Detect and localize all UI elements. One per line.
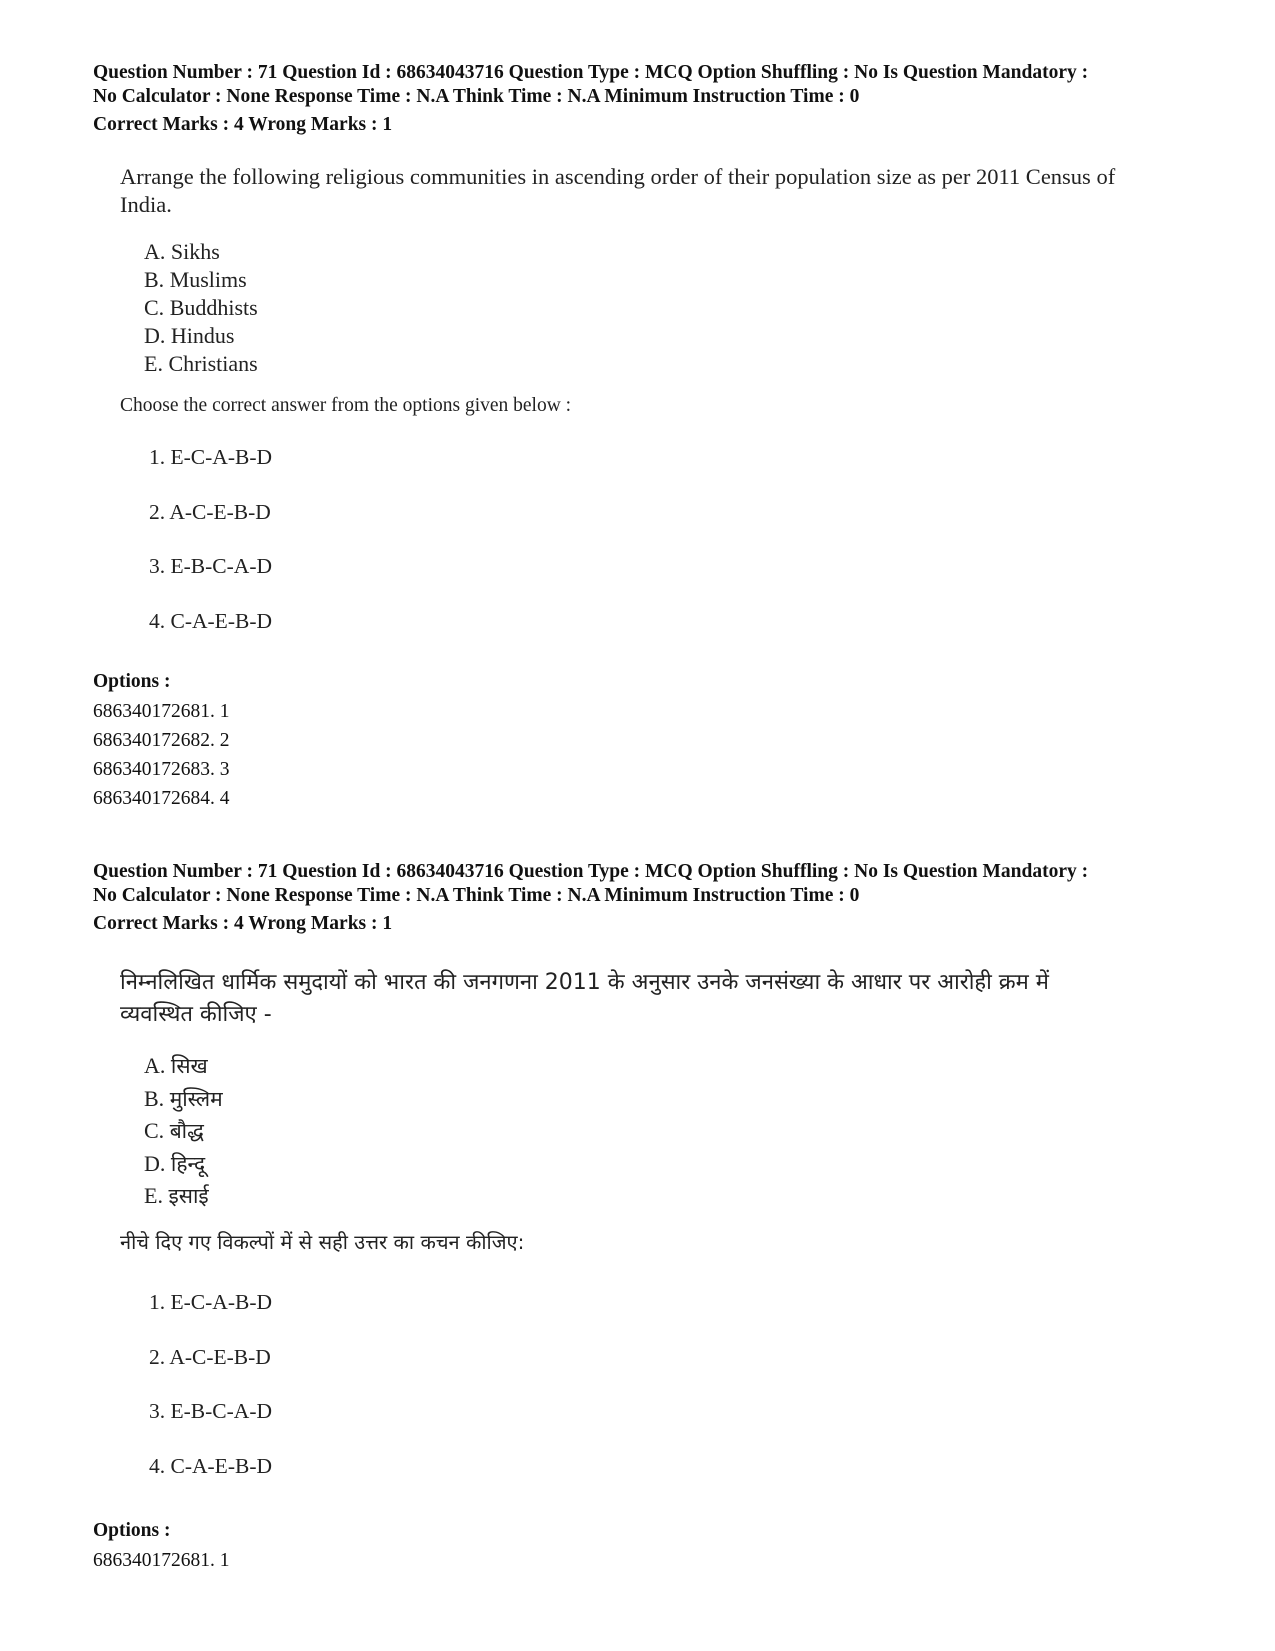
answer-choice: 3. E-B-C-A-D xyxy=(149,554,273,578)
list-item: A. Sikhs xyxy=(144,239,220,264)
question-1-answers xyxy=(149,443,272,661)
choose-instruction: नीचे दिए गए विकल्पों में से सही उत्तर का कचन कीजिए: xyxy=(120,1230,525,1254)
question-marks: Correct Marks : 4 Wrong Marks : 1 xyxy=(93,913,393,934)
options-label: Options : xyxy=(93,1520,171,1541)
question-meta-line: Question Number : 71 Question Id : 68634043716 Question Type : MCQ Option Shuffling : No Is Question Mandatory : xyxy=(93,861,1089,882)
question-1-items xyxy=(144,238,258,378)
question-stem-line: व्यवस्थित कीजिए - xyxy=(120,1002,272,1027)
question-stem-line: India. xyxy=(120,192,172,217)
question-1-header xyxy=(93,61,1203,137)
option-id: 686340172681. 1 xyxy=(93,1550,230,1571)
list-item: E. इसाई xyxy=(144,1183,209,1208)
list-item: A. सिख xyxy=(144,1053,208,1078)
question-2-stem xyxy=(120,967,1180,1031)
question-meta-line: No Calculator : None Response Time : N.A Think Time : N.A Minimum Instruction Time : 0 xyxy=(93,86,860,107)
question-marks: Correct Marks : 4 Wrong Marks : 1 xyxy=(93,114,393,135)
question-meta-line: No Calculator : None Response Time : N.A Think Time : N.A Minimum Instruction Time : 0 xyxy=(93,885,860,906)
answer-choice: 2. A-C-E-B-D xyxy=(149,499,271,524)
list-item: D. Hindus xyxy=(144,323,235,348)
option-id: 686340172681. 1 xyxy=(93,701,230,722)
question-2-header xyxy=(93,860,1203,936)
answer-choice: 1. E-C-A-B-D xyxy=(149,445,273,469)
answer-choice: 3. E-B-C-A-D xyxy=(149,1399,273,1423)
list-item: E. Christians xyxy=(144,351,258,376)
choose-instruction: Choose the correct answer from the options given below : xyxy=(120,395,572,416)
list-item: C. बौद्ध xyxy=(144,1118,204,1143)
question-1-stem xyxy=(120,163,1180,219)
answer-choice: 1. E-C-A-B-D xyxy=(149,1290,273,1314)
question-stem-line: Arrange the following religious communities in ascending order of their population size as per 2011 Census of xyxy=(120,164,1116,189)
answer-choice: 4. C-A-E-B-D xyxy=(149,608,273,633)
answer-choice: 2. A-C-E-B-D xyxy=(149,1344,271,1369)
question-meta-line: Question Number : 71 Question Id : 68634043716 Question Type : MCQ Option Shuffling : No Is Question Mandatory : xyxy=(93,62,1089,83)
options-label: Options : xyxy=(93,671,171,692)
question-2-items xyxy=(144,1050,223,1213)
option-id: 686340172682. 2 xyxy=(93,730,230,751)
question-stem-line: निम्नलिखित धार्मिक समुदायों को भारत की जनगणना 2011 के अनुसार उनके जनसंख्या के आधार पर आरोही क्रम में xyxy=(120,970,1049,995)
list-item: B. Muslims xyxy=(144,267,247,292)
answer-choice: 4. C-A-E-B-D xyxy=(149,1453,273,1478)
option-id: 686340172683. 3 xyxy=(93,759,230,780)
question-1-option-ids xyxy=(93,697,230,813)
list-item: C. Buddhists xyxy=(144,295,258,320)
list-item: D. हिन्दू xyxy=(144,1150,206,1176)
option-id: 686340172684. 4 xyxy=(93,788,230,809)
list-item: B. मुस्लिम xyxy=(144,1085,223,1111)
question-2-answers xyxy=(149,1288,272,1506)
question-2-option-ids xyxy=(93,1546,230,1575)
